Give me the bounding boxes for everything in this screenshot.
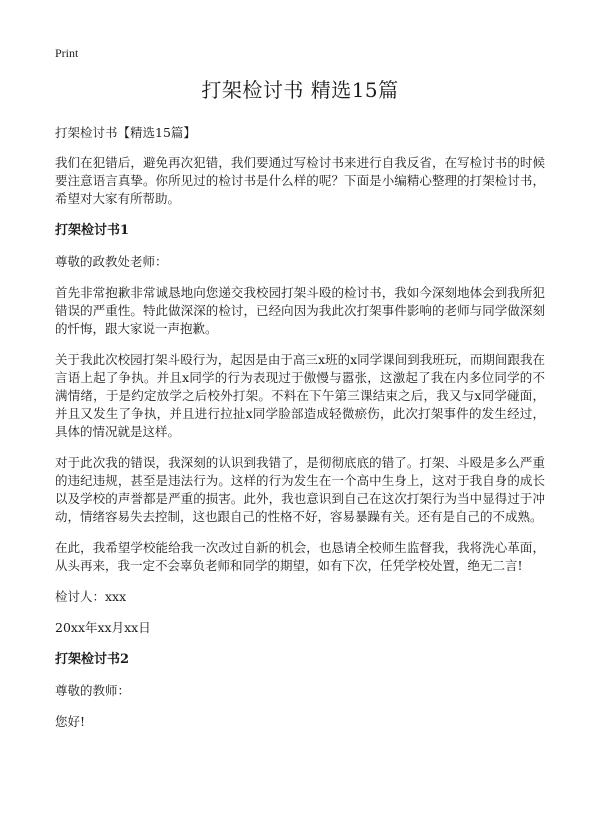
- section-2-paragraph-1: 您好!: [55, 714, 86, 729]
- section-1-paragraph-1: 首先非常抱歉非常诚恳地向您递交我校园打架斗殴的检讨书，我如今深刻地体会到我所犯错误的严重性。特此做深深的检讨，已经向因为我此次打架事件影响的老师与同学做深刻的忏悔，跟大家说一声抱歉。: [55, 285, 545, 336]
- print-link[interactable]: Print: [55, 46, 79, 60]
- section-1-paragraph-4: 在此，我希望学校能给我一次改过自新的机会，也恳请全校师生监督我，我将洗心革面，从头再来，我一定不会辜负老师和同学的期望，如有下次，任凭学校处置，绝无二言!: [55, 540, 545, 573]
- section-1-date: 20xx年xx月xx日: [55, 620, 151, 635]
- section-2-greeting: 尊敬的教师：: [55, 683, 131, 698]
- section-1-heading: 打架检讨书1: [55, 223, 130, 238]
- section-2-heading: 打架检讨书2: [55, 652, 130, 667]
- section-1-greeting: 尊敬的政教处老师：: [55, 254, 168, 269]
- document-body: [55, 76, 545, 744]
- section-1-paragraph-3: 对于此次我的错误，我深刻的认识到我错了，是彻彻底底的错了。打架、斗殴是多么严重的违纪违规，甚至是违法行为。这样的行为发生在一个高中生身上，这对于我自身的成长以及学校的声誉都是严重的损害。此外，我也意识到自己在这次打架行为当中显得过于冲动，情绪容易失去控制，这也跟自己的性格不好，容易暴躁有关。还有是自己的不成熟。: [55, 455, 545, 524]
- page-title: 打架检讨书 精选15篇: [201, 78, 399, 102]
- section-1-signer: 检讨人：xxx: [55, 589, 127, 604]
- document-subtitle: 打架检讨书【精选15篇】: [55, 125, 196, 140]
- section-1-paragraph-2: 关于我此次校园打架斗殴行为，起因是由于高三x班的x同学课间到我班玩，而期间跟我在言语上起了争执。并且x同学的行为表现过于傲慢与嚣张，这激起了我在内多位同学的不满情绪，于是约定放学之后校外打架。不料在下午第三课结束之后，我又与x同学碰面，并且又发生了争执，并且进行拉扯x同学脸部造成轻微瘀伤，此次打架事件的发生经过，具体的情况就是这样。: [55, 352, 545, 439]
- intro-paragraph: 我们在犯错后，避免再次犯错，我们要通过写检讨书来进行自我反省，在写检讨书的时候要注意语言真挚。你所见过的检讨书是什么样的呢？下面是小编精心整理的打架检讨书，希望对大家有所帮助。: [55, 155, 545, 206]
